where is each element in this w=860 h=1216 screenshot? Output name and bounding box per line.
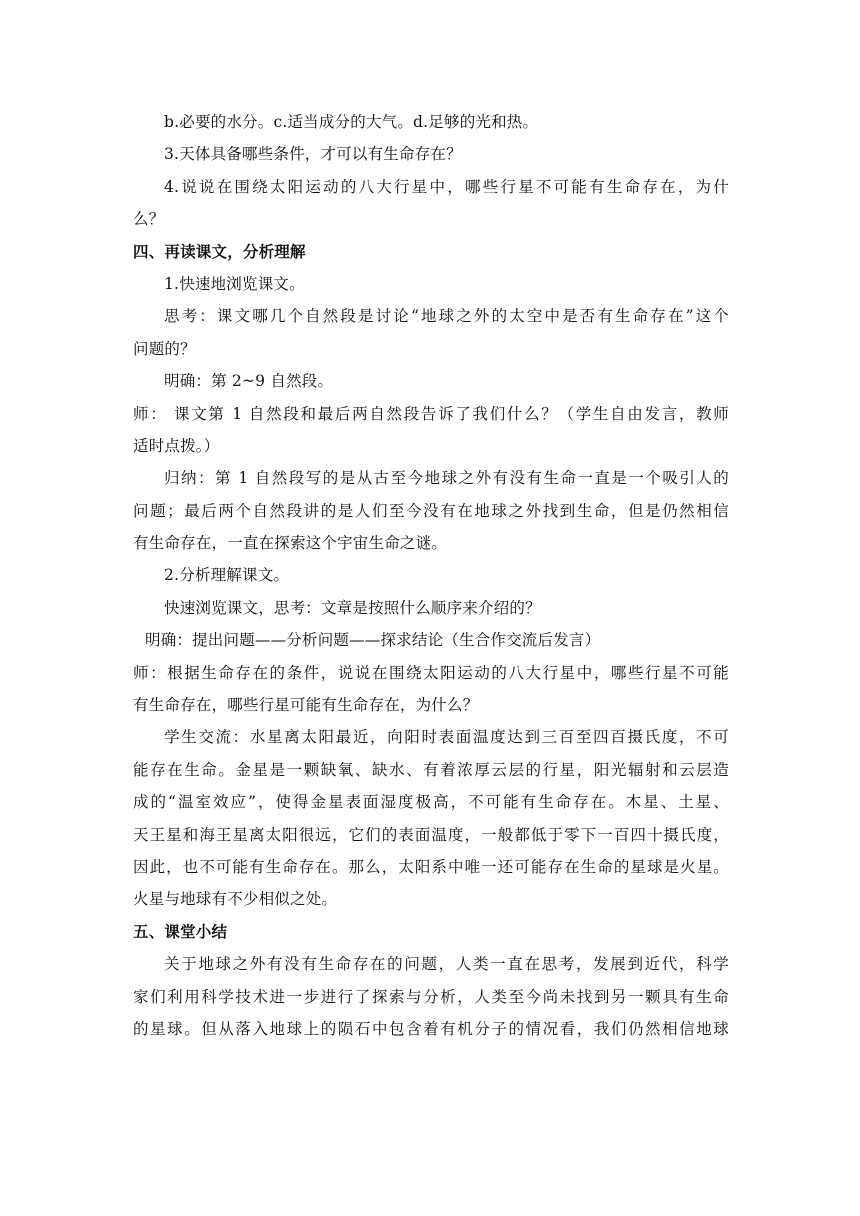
teacher-question-line-1: 师：根据生命存在的条件，说说在围绕太阳运动的八大行星中，哪些行星不可能 [133,663,729,682]
student-exchange-line-1: 学生交流：水星离太阳最近，向阳时表面温度达到三百至四百摄氏度，不可 [164,728,729,747]
student-exchange-line-3: 成的“温室效应”，使得金星表面湿度极高，不可能有生命存在。木星、土星、 [133,793,729,812]
think-line-2: 问题的？ [133,339,196,358]
think-line-1: 思考：课文哪几个自然段是讨论“地球之外的太空中是否有生命存在”这个 [164,307,729,326]
conclusion-line-2: 家们利用科学技术进一步进行了探索与分析，人类至今尚未找到另一颗具有生命 [133,987,729,1006]
question-4-line-1: 4.说说在围绕太阳运动的八大行星中，哪些行星不可能有生命存在，为什 [164,177,729,196]
paragraph-line: b.必要的水分。c.适当成分的大气。d.足够的光和热。 [164,113,539,131]
question-3: 3.天体具备哪些条件，才可以有生命存在？ [164,145,462,164]
section-heading-5: 五、课堂小结 [133,922,228,941]
document-page [133,106,729,1045]
student-exchange-line-6: 火星与地球有不少相似之处。 [133,890,338,909]
browse-question: 快速浏览课文，思考：文章是按照什么顺序来介绍的？ [164,598,541,617]
step-1: 1.快速地浏览课文。 [164,274,305,293]
conclusion-line-1: 关于地球之外有没有生命存在的问题，人类一直在思考，发展到近代，科学 [164,955,729,974]
student-exchange-line-4: 天王星和海王星离太阳很远，它们的表面温度，一般都低于零下一百四十摄氏度， [133,825,729,844]
clarify-1: 明确：第 2~9 自然段。 [164,372,334,391]
section-heading-4: 四、再读课文，分析理解 [133,242,306,261]
teacher-question-line-2: 有生命存在，哪些行星可能有生命存在，为什么？ [133,696,479,715]
conclusion-line-3: 的星球。但从落入地球上的陨石中包含着有机分子的情况看，我们仍然相信地球 [133,1019,729,1038]
clarify-2: 明确：提出问题——分析问题——探求结论（生合作交流后发言） [145,631,601,650]
summary-line-2: 问题；最后两个自然段讲的是人们至今没有在地球之外找到生命，但是仍然相信 [133,501,729,520]
step-2: 2.分析理解课文。 [164,566,290,585]
question-4-line-2: 么？ [133,210,165,229]
summary-line-3: 有生命存在，一直在探索这个宇宙生命之谜。 [133,534,448,553]
teacher-line-1: 师： 课文第 1 自然段和最后两自然段告诉了我们什么？（学生自由发言，教师 [133,404,729,423]
student-exchange-line-5: 因此，也不可能有生命存在。那么，太阳系中唯一还可能存在生命的星球是火星。 [133,857,729,876]
teacher-line-2: 适时点拨。） [133,436,220,455]
summary-line-1: 归纳：第 1 自然段写的是从古至今地球之外有没有生命一直是一个吸引人的 [164,469,729,488]
student-exchange-line-2: 能存在生命。金星是一颗缺氧、缺水、有着浓厚云层的行星，阳光辐射和云层造 [133,760,729,779]
